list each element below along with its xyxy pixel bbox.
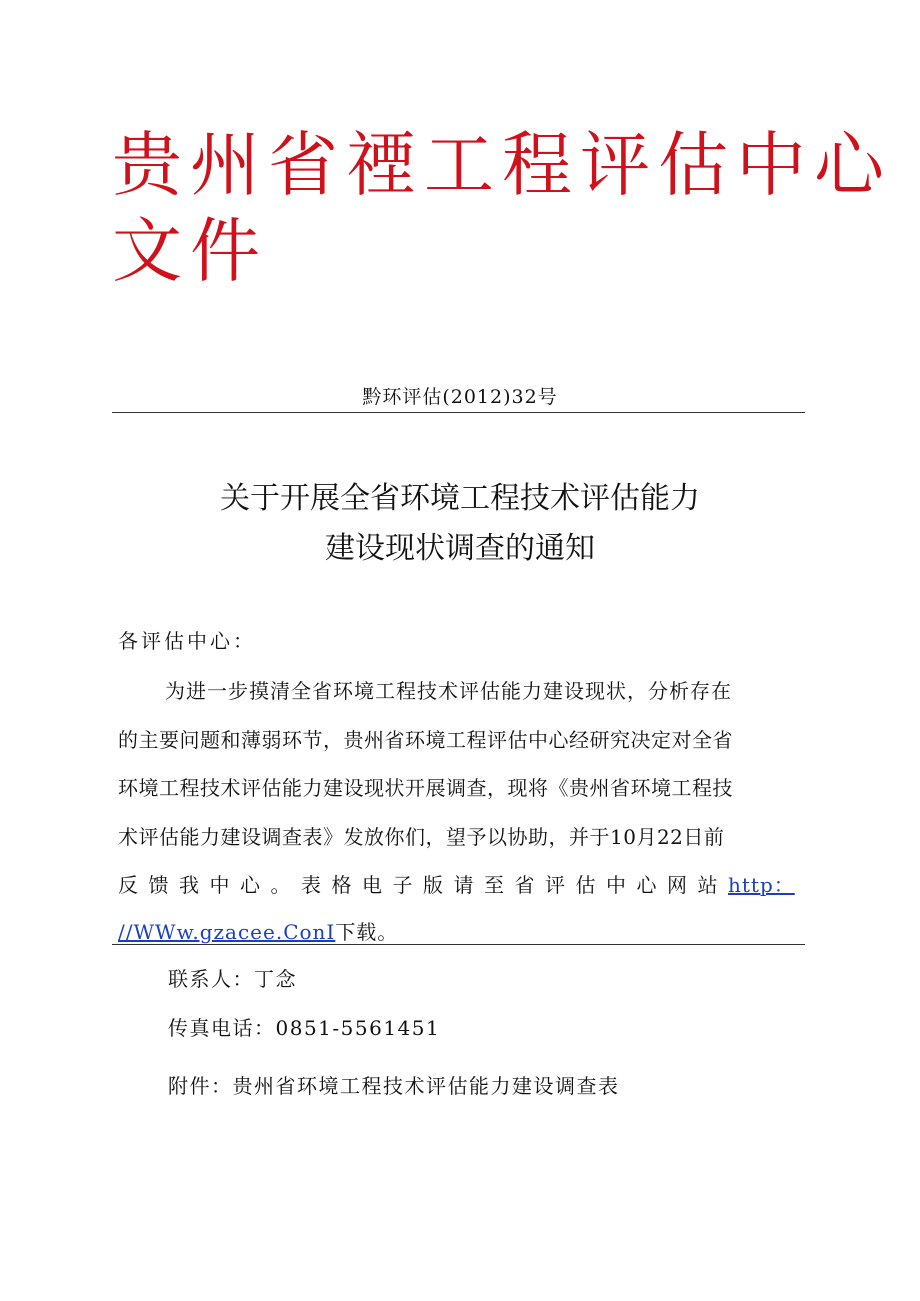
header-line-2: 文件	[112, 210, 268, 292]
website-link[interactable]: //WWw.gzacee.ConI	[118, 920, 336, 944]
body-line-6-text: 下载。	[335, 920, 399, 944]
salutation: 各评估中心：	[118, 629, 256, 653]
header-line-1: 贵州省禋工程评估中心	[112, 124, 892, 206]
body-line-6	[118, 916, 803, 945]
body-divider	[112, 944, 805, 945]
document-number: 黔环评估(2012)32号	[362, 386, 558, 408]
body-line-3: 环境工程技术评估能力建设现状开展调查，现将《贵州省环境工程技	[118, 776, 733, 800]
attachment-note: 附件：贵州省环境工程技术评估能力建设调查表	[168, 1074, 620, 1098]
document-title	[0, 474, 920, 574]
body-line-1: 为进一步摸清全省环境工程技术评估能力建设现状，分析存在	[165, 679, 732, 703]
header-divider	[112, 412, 805, 413]
website-link-start[interactable]: http：	[728, 873, 795, 897]
title-line-1: 关于开展全省环境工程技术评估能力	[220, 481, 700, 516]
document-header	[112, 122, 892, 294]
title-line-2: 建设现状调查的通知	[325, 531, 595, 566]
contact-person: 联系人：丁念	[168, 967, 297, 991]
body-line-2: 的主要问题和薄弱环节，贵州省环境工程评估中心经研究决定对全省	[118, 728, 733, 752]
fax-number: 传真电话：0851-5561451	[168, 1016, 441, 1040]
body-line-5	[118, 869, 803, 898]
body-line-4: 术评估能力建设调查表》发放你们，望予以协助，并于10月22日前	[118, 825, 725, 849]
body-line-5-text: 反馈我中心。表格电子版请至省评估中心网站	[118, 873, 728, 897]
